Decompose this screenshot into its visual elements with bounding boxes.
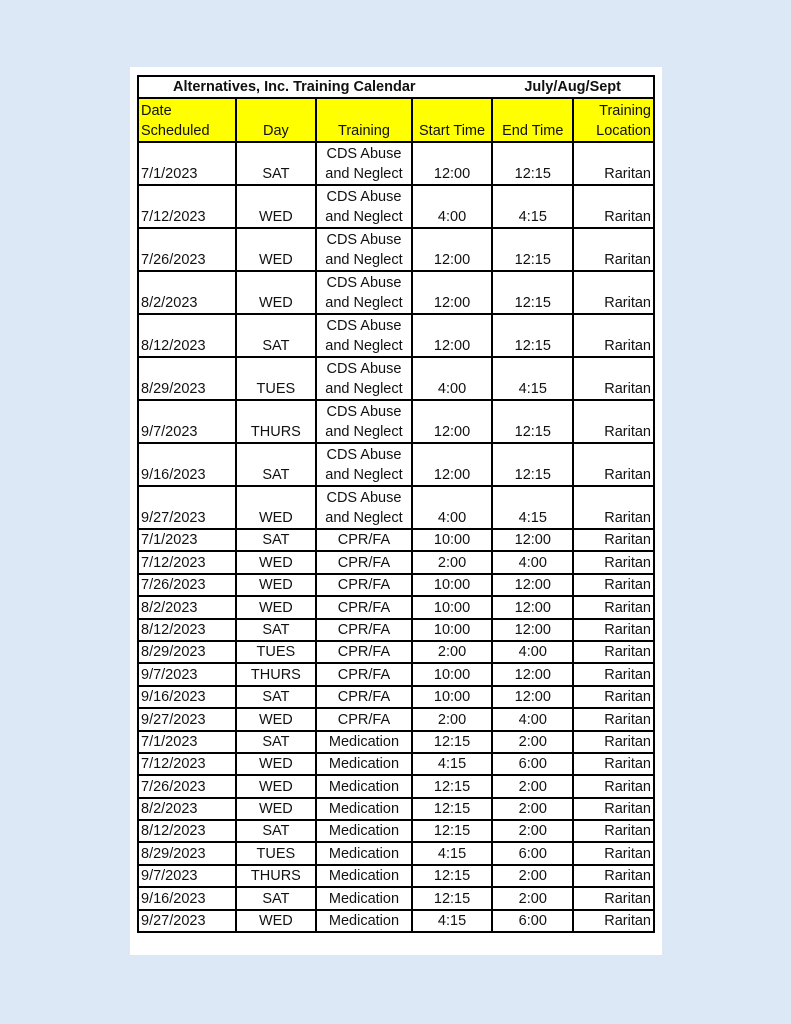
day-cell: WED (236, 708, 317, 730)
day-cell: WED (236, 551, 317, 573)
training-line: and Neglect (325, 252, 403, 268)
training-cell (316, 641, 411, 663)
location-cell: Raritan (573, 357, 654, 400)
training-calendar-table (137, 75, 655, 933)
table-row (138, 619, 654, 641)
start-time-cell: 10:00 (412, 686, 493, 708)
end-time-cell: 6:00 (492, 910, 573, 932)
location-cell: Raritan (573, 443, 654, 486)
day-cell: THURS (236, 400, 317, 443)
table-row (138, 574, 654, 596)
table-row (138, 596, 654, 618)
start-time-cell: 12:00 (412, 271, 493, 314)
location-cell: Raritan (573, 775, 654, 797)
start-time-cell: 4:15 (412, 753, 493, 775)
date-cell: 7/26/2023 (138, 775, 236, 797)
training-cell (316, 887, 411, 909)
end-time-cell: 12:00 (492, 619, 573, 641)
start-time-cell: 10:00 (412, 574, 493, 596)
day-cell: SAT (236, 731, 317, 753)
start-time-cell: 12:15 (412, 731, 493, 753)
training-cell (316, 574, 411, 596)
date-cell: 7/12/2023 (138, 753, 236, 775)
location-cell: Raritan (573, 686, 654, 708)
end-time-cell: 4:15 (492, 185, 573, 228)
training-line: Medication (328, 801, 400, 818)
location-cell: Raritan (573, 865, 654, 887)
end-time-cell: 12:15 (492, 314, 573, 357)
day-cell: WED (236, 185, 317, 228)
end-time-cell: 4:15 (492, 357, 573, 400)
location-cell: Raritan (573, 820, 654, 842)
training-line: CDS Abuse (326, 404, 402, 420)
end-time-cell: 12:15 (492, 400, 573, 443)
day-cell: SAT (236, 887, 317, 909)
calendar-title: Alternatives, Inc. Training Calendar (173, 79, 416, 95)
end-time-cell: 4:00 (492, 641, 573, 663)
day-cell: SAT (236, 314, 317, 357)
header-location-line1: Training (599, 103, 651, 119)
start-time-cell: 4:00 (412, 357, 493, 400)
location-cell: Raritan (573, 486, 654, 529)
date-cell: 9/27/2023 (138, 486, 236, 529)
end-time-cell: 6:00 (492, 753, 573, 775)
day-cell: WED (236, 798, 317, 820)
training-cell (316, 753, 411, 775)
location-cell: Raritan (573, 400, 654, 443)
location-cell: Raritan (573, 753, 654, 775)
start-time-cell: 10:00 (412, 619, 493, 641)
training-line: CDS Abuse (326, 361, 402, 377)
table-row (138, 228, 654, 271)
header-date-line2: Scheduled (141, 123, 210, 139)
location-cell: Raritan (573, 798, 654, 820)
training-cell (316, 842, 411, 864)
table-row (138, 641, 654, 663)
end-time-cell: 6:00 (492, 842, 573, 864)
day-cell: WED (236, 753, 317, 775)
date-cell: 9/7/2023 (138, 400, 236, 443)
day-cell: THURS (236, 663, 317, 685)
end-time-cell: 4:00 (492, 708, 573, 730)
end-time-cell: 12:00 (492, 686, 573, 708)
date-cell: 9/7/2023 (138, 865, 236, 887)
table-row (138, 708, 654, 730)
date-cell: 9/16/2023 (138, 686, 236, 708)
training-cell (316, 357, 411, 400)
training-cell (316, 314, 411, 357)
table-row (138, 887, 654, 909)
date-cell: 8/2/2023 (138, 271, 236, 314)
training-line: Medication (328, 733, 400, 750)
start-time-cell: 12:00 (412, 228, 493, 271)
training-line: Medication (328, 778, 400, 795)
date-cell: 7/1/2023 (138, 529, 236, 551)
date-cell: 7/1/2023 (138, 142, 236, 185)
training-cell (316, 551, 411, 573)
day-cell: TUES (236, 357, 317, 400)
table-row (138, 443, 654, 486)
date-cell: 9/16/2023 (138, 887, 236, 909)
end-time-cell: 12:00 (492, 529, 573, 551)
end-time-cell: 12:00 (492, 663, 573, 685)
table-row (138, 551, 654, 573)
training-line: CPR/FA (337, 666, 391, 683)
header-location (573, 98, 654, 142)
location-cell: Raritan (573, 529, 654, 551)
end-time-cell: 2:00 (492, 798, 573, 820)
table-row (138, 486, 654, 529)
training-line: and Neglect (325, 381, 403, 397)
training-cell (316, 271, 411, 314)
day-cell: SAT (236, 686, 317, 708)
training-cell (316, 619, 411, 641)
start-time-cell: 12:15 (412, 820, 493, 842)
date-cell: 8/29/2023 (138, 357, 236, 400)
table-row (138, 798, 654, 820)
header-training: Training (316, 98, 411, 142)
date-cell: 8/12/2023 (138, 314, 236, 357)
title-cell (138, 76, 654, 98)
training-line: CPR/FA (337, 554, 391, 571)
date-cell: 7/26/2023 (138, 228, 236, 271)
start-time-cell: 12:15 (412, 775, 493, 797)
location-cell: Raritan (573, 228, 654, 271)
training-line: and Neglect (325, 338, 403, 354)
end-time-cell: 4:15 (492, 486, 573, 529)
calendar-period: July/Aug/Sept (524, 79, 621, 95)
day-cell: WED (236, 596, 317, 618)
training-line: and Neglect (325, 424, 403, 440)
date-cell: 8/2/2023 (138, 798, 236, 820)
date-cell: 8/2/2023 (138, 596, 236, 618)
start-time-cell: 10:00 (412, 663, 493, 685)
table-row (138, 910, 654, 932)
table-row (138, 529, 654, 551)
end-time-cell: 4:00 (492, 551, 573, 573)
training-line: CPR/FA (337, 644, 391, 661)
table-row (138, 731, 654, 753)
start-time-cell: 2:00 (412, 641, 493, 663)
date-cell: 8/12/2023 (138, 820, 236, 842)
training-line: CPR/FA (337, 599, 391, 616)
day-cell: SAT (236, 820, 317, 842)
training-cell (316, 798, 411, 820)
location-cell: Raritan (573, 887, 654, 909)
start-time-cell: 12:15 (412, 798, 493, 820)
training-cell (316, 529, 411, 551)
location-cell: Raritan (573, 842, 654, 864)
date-cell: 7/12/2023 (138, 185, 236, 228)
end-time-cell: 12:15 (492, 228, 573, 271)
location-cell: Raritan (573, 708, 654, 730)
training-line: CPR/FA (337, 621, 391, 638)
training-line: CDS Abuse (326, 146, 402, 162)
start-time-cell: 10:00 (412, 529, 493, 551)
header-start-time: Start Time (412, 98, 493, 142)
start-time-cell: 12:00 (412, 314, 493, 357)
training-cell (316, 185, 411, 228)
location-cell: Raritan (573, 574, 654, 596)
date-cell: 9/27/2023 (138, 910, 236, 932)
table-row (138, 271, 654, 314)
training-line: and Neglect (325, 467, 403, 483)
start-time-cell: 12:00 (412, 443, 493, 486)
training-line: CDS Abuse (326, 232, 402, 248)
location-cell: Raritan (573, 185, 654, 228)
training-cell (316, 775, 411, 797)
end-time-cell: 2:00 (492, 820, 573, 842)
training-line: and Neglect (325, 510, 403, 526)
day-cell: SAT (236, 443, 317, 486)
end-time-cell: 12:00 (492, 574, 573, 596)
date-cell: 9/16/2023 (138, 443, 236, 486)
training-cell (316, 443, 411, 486)
training-line: CDS Abuse (326, 318, 402, 334)
training-line: CPR/FA (337, 577, 391, 594)
start-time-cell: 12:15 (412, 865, 493, 887)
end-time-cell: 12:00 (492, 596, 573, 618)
training-cell (316, 142, 411, 185)
training-line: CDS Abuse (326, 275, 402, 291)
start-time-cell: 4:15 (412, 910, 493, 932)
table-row (138, 357, 654, 400)
header-row (138, 98, 654, 142)
training-cell (316, 686, 411, 708)
training-line: Medication (328, 756, 400, 773)
location-cell: Raritan (573, 551, 654, 573)
start-time-cell: 4:00 (412, 486, 493, 529)
day-cell: SAT (236, 142, 317, 185)
date-cell: 7/12/2023 (138, 551, 236, 573)
table-row (138, 842, 654, 864)
header-date-line1: Date (141, 103, 172, 119)
training-cell (316, 865, 411, 887)
table-row (138, 865, 654, 887)
table-row (138, 314, 654, 357)
training-cell (316, 820, 411, 842)
training-line: and Neglect (325, 166, 403, 182)
location-cell: Raritan (573, 314, 654, 357)
date-cell: 8/29/2023 (138, 641, 236, 663)
start-time-cell: 12:15 (412, 887, 493, 909)
date-cell: 9/7/2023 (138, 663, 236, 685)
training-line: CPR/FA (337, 711, 391, 728)
table-row (138, 185, 654, 228)
table-row (138, 400, 654, 443)
day-cell: SAT (236, 529, 317, 551)
table-row (138, 142, 654, 185)
end-time-cell: 12:15 (492, 142, 573, 185)
day-cell: WED (236, 574, 317, 596)
date-cell: 8/29/2023 (138, 842, 236, 864)
start-time-cell: 2:00 (412, 708, 493, 730)
location-cell: Raritan (573, 910, 654, 932)
date-cell: 8/12/2023 (138, 619, 236, 641)
day-cell: WED (236, 271, 317, 314)
day-cell: WED (236, 775, 317, 797)
start-time-cell: 12:00 (412, 142, 493, 185)
training-cell (316, 596, 411, 618)
training-cell (316, 663, 411, 685)
day-cell: THURS (236, 865, 317, 887)
table-row (138, 686, 654, 708)
day-cell: WED (236, 486, 317, 529)
location-cell: Raritan (573, 142, 654, 185)
header-location-line2: Location (596, 123, 651, 139)
table-row (138, 775, 654, 797)
end-time-cell: 2:00 (492, 775, 573, 797)
start-time-cell: 4:15 (412, 842, 493, 864)
training-line: CDS Abuse (326, 447, 402, 463)
start-time-cell: 12:00 (412, 400, 493, 443)
training-cell (316, 910, 411, 932)
table-row (138, 820, 654, 842)
table-body (138, 142, 654, 932)
training-cell (316, 731, 411, 753)
document-page (130, 67, 662, 955)
training-line: CDS Abuse (326, 490, 402, 506)
training-line: CDS Abuse (326, 189, 402, 205)
training-line: Medication (328, 845, 400, 862)
end-time-cell: 12:15 (492, 443, 573, 486)
location-cell: Raritan (573, 731, 654, 753)
training-line: CPR/FA (337, 689, 391, 706)
training-cell (316, 708, 411, 730)
training-line: Medication (328, 868, 400, 885)
day-cell: TUES (236, 842, 317, 864)
training-line: Medication (328, 913, 400, 930)
table-row (138, 663, 654, 685)
location-cell: Raritan (573, 641, 654, 663)
training-line: Medication (328, 823, 400, 840)
title-row (138, 76, 654, 98)
location-cell: Raritan (573, 596, 654, 618)
day-cell: WED (236, 910, 317, 932)
header-date (138, 98, 236, 142)
start-time-cell: 4:00 (412, 185, 493, 228)
table-row (138, 753, 654, 775)
training-cell (316, 486, 411, 529)
date-cell: 7/1/2023 (138, 731, 236, 753)
end-time-cell: 12:15 (492, 271, 573, 314)
training-line: CPR/FA (337, 532, 391, 549)
end-time-cell: 2:00 (492, 731, 573, 753)
header-day: Day (236, 98, 317, 142)
date-cell: 9/27/2023 (138, 708, 236, 730)
training-cell (316, 228, 411, 271)
training-line: and Neglect (325, 295, 403, 311)
start-time-cell: 10:00 (412, 596, 493, 618)
start-time-cell: 2:00 (412, 551, 493, 573)
header-end-time: End Time (492, 98, 573, 142)
day-cell: SAT (236, 619, 317, 641)
training-cell (316, 400, 411, 443)
date-cell: 7/26/2023 (138, 574, 236, 596)
training-line: Medication (328, 890, 400, 907)
end-time-cell: 2:00 (492, 887, 573, 909)
location-cell: Raritan (573, 619, 654, 641)
day-cell: TUES (236, 641, 317, 663)
location-cell: Raritan (573, 271, 654, 314)
end-time-cell: 2:00 (492, 865, 573, 887)
training-line: and Neglect (325, 209, 403, 225)
location-cell: Raritan (573, 663, 654, 685)
day-cell: WED (236, 228, 317, 271)
